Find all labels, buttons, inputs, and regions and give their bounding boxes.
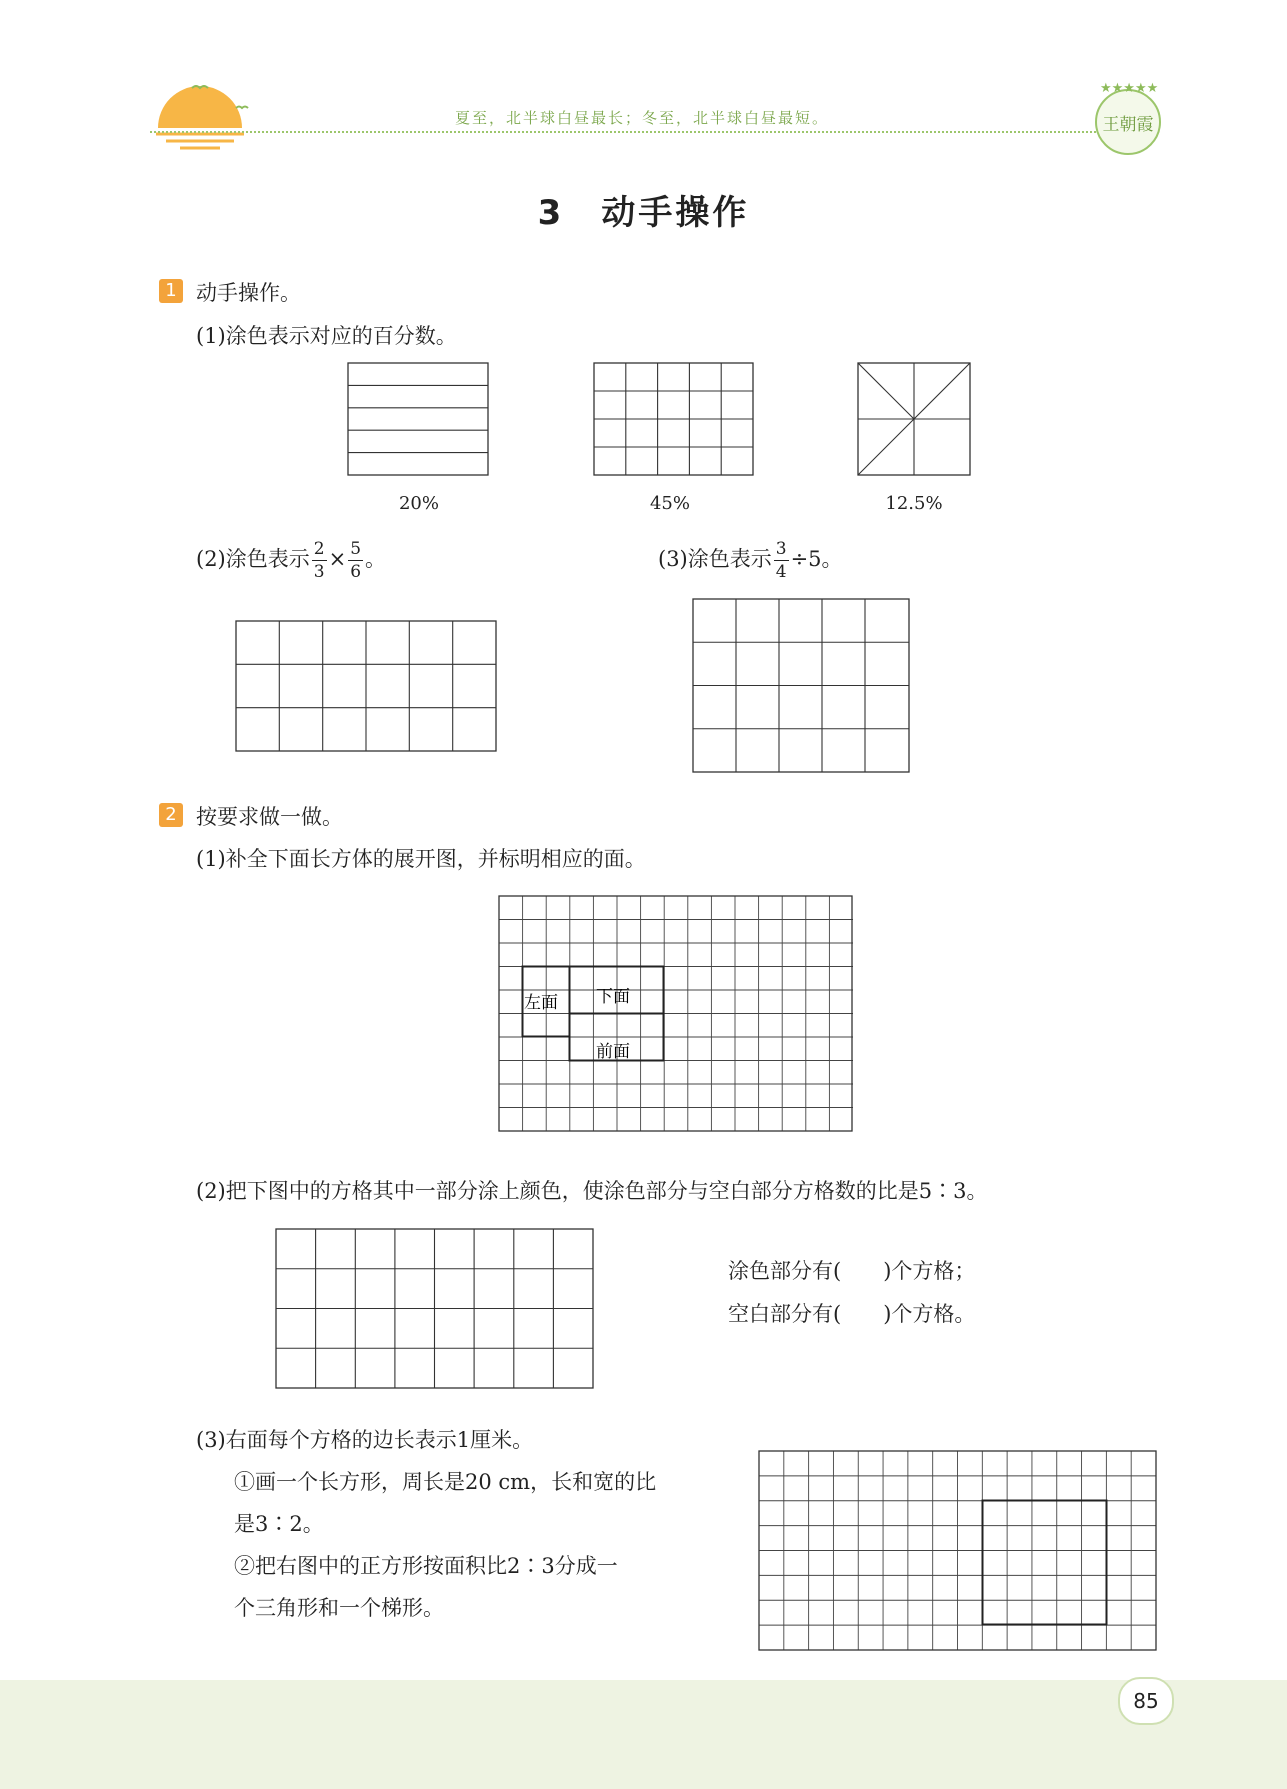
badge-text: 王朝霞 xyxy=(1102,115,1154,135)
net-label-bottom: 下面 xyxy=(596,987,630,1007)
sunset-icon xyxy=(150,80,260,152)
page-title: 3 动手操作 xyxy=(537,193,750,233)
given-square xyxy=(983,1501,1107,1625)
grid-6x3 xyxy=(235,620,497,752)
question-2-3: (3)右面每个方格的边长表示1厘米。 xyxy=(196,1428,534,1452)
page-number: 85 xyxy=(1118,1677,1174,1725)
question-1-1: (1)涂色表示对应的百分数。 xyxy=(196,324,457,348)
section-heading-1: 动手操作。 xyxy=(196,281,301,305)
square-grid xyxy=(758,1450,1158,1651)
question-2-3-a-line1: ①画一个长方形，周长是20 cm，长和宽的比 xyxy=(234,1470,657,1494)
section-heading-2: 按要求做一做。 xyxy=(196,805,343,829)
question-1-3: (3)涂色表示 $\frac{3}{4}$ ÷5。 xyxy=(658,539,843,582)
brand-badge-icon xyxy=(1088,78,1168,158)
question-2-3-b-line1: ②把右图中的正方形按面积比2∶3分成一 xyxy=(234,1554,618,1578)
grid-20-percent xyxy=(347,362,489,476)
label-12-5-percent: 12.5% xyxy=(885,493,943,514)
question-2-1: (1)补全下面长方体的展开图，并标明相应的面。 xyxy=(196,847,646,871)
grid-5x4 xyxy=(692,598,910,773)
net-label-front: 前面 xyxy=(596,1042,630,1062)
grid-8x4 xyxy=(275,1228,594,1389)
svg-text:★★★★★: ★★★★★ xyxy=(1100,81,1159,96)
question-2-3-b-line2: 个三角形和一个梯形。 xyxy=(234,1596,444,1620)
header-divider xyxy=(150,131,1100,133)
square-12-5-percent xyxy=(857,362,971,476)
question-2-3-a-line2: 是3∶2。 xyxy=(234,1512,324,1536)
section-number-2: 2 xyxy=(159,803,183,827)
question-2-2: (2)把下图中的方格其中一部分涂上颜色，使涂色部分与空白部分方格数的比是5∶3。 xyxy=(196,1179,988,1203)
grid-45-percent xyxy=(593,362,754,476)
header-text: 夏至，北半球白昼最长；冬至，北半球白昼最短。 xyxy=(455,109,830,127)
label-20-percent: 20% xyxy=(398,493,439,514)
net-grid xyxy=(498,895,854,1133)
question-1-2: (2)涂色表示 $\frac{2}{3}$ × $\frac{5}{6}$ 。 xyxy=(196,539,387,582)
net-label-left: 左面 xyxy=(524,993,558,1013)
section-number-1: 1 xyxy=(159,279,183,303)
shaded-count-line: 涂色部分有( )个方格； xyxy=(728,1259,976,1283)
label-45-percent: 45% xyxy=(649,493,690,514)
blank-count-line: 空白部分有( )个方格。 xyxy=(728,1302,976,1326)
footer-band xyxy=(0,1680,1287,1789)
